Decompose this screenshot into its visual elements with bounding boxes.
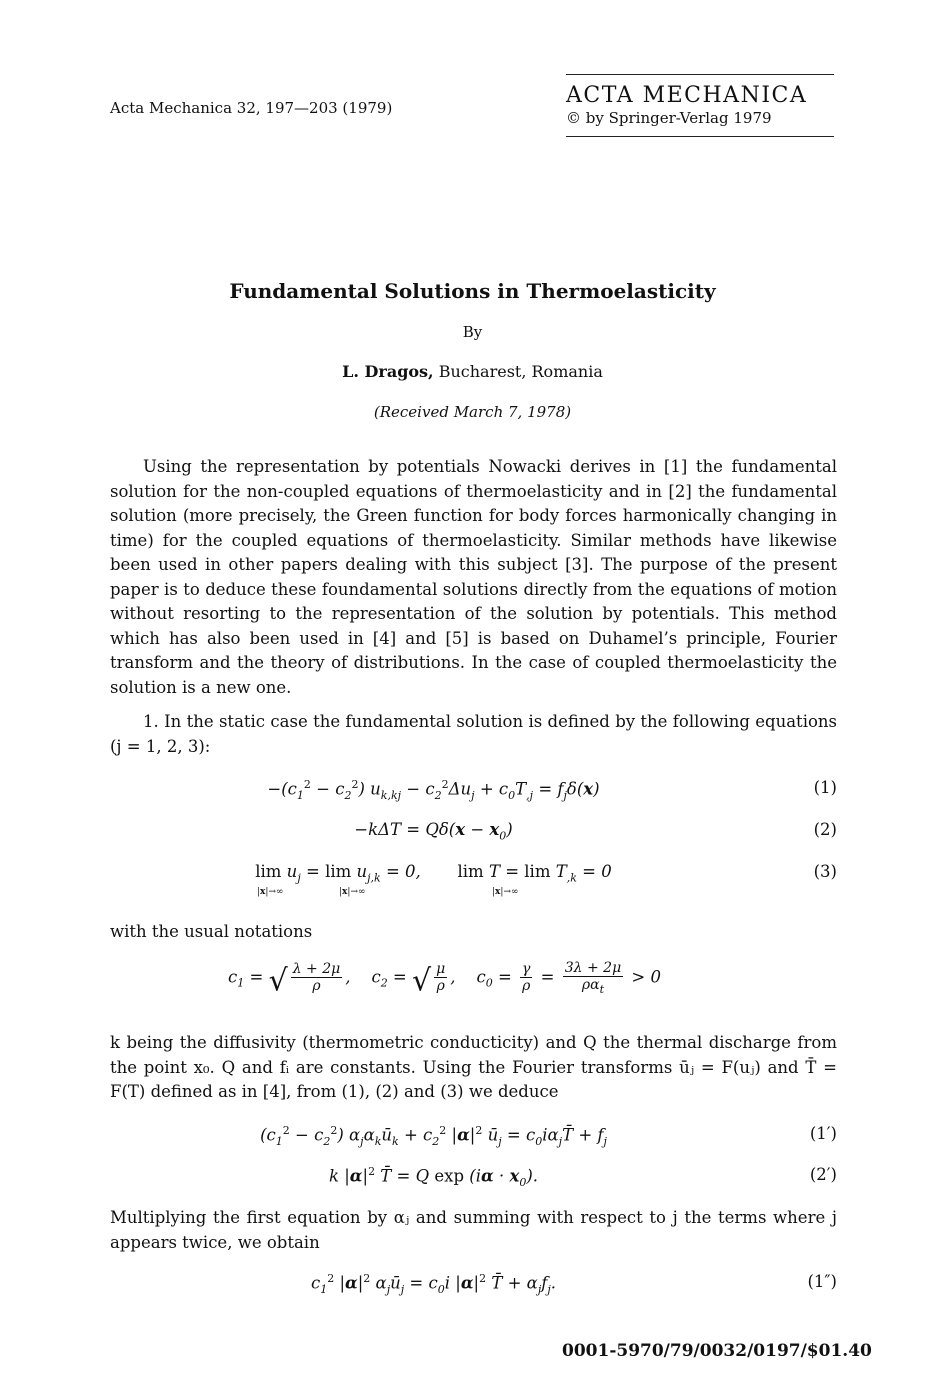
diffusivity-paragraph: k being the diffusivity (thermometric conducticity) and Q the thermal discharge from the point x₀. Q and fᵢ are constants. Using the Fourier transforms ūⱼ = F(uⱼ) and T̄ = F(T) defined as in [4], from (1), (2) and (3) we deduce xyxy=(110,1033,837,1101)
byline: By xyxy=(462,323,483,341)
equation-3-number: (3) xyxy=(813,862,837,881)
equation-1-double-prime xyxy=(110,1272,837,1302)
journal-citation: Acta Mechanica 32, 197—203 (1979) xyxy=(110,99,393,117)
equation-2-prime xyxy=(110,1165,837,1195)
equation-1-prime-number: (1′) xyxy=(809,1124,837,1143)
multiplying-paragraph: Multiplying the first equation by αⱼ and summing with respect to j the terms where j appears twice, we obtain xyxy=(110,1208,837,1252)
masthead-title: ACTA MECHANICA xyxy=(566,83,808,108)
equation-2-prime-body: k $|\alpha|^2$ T̄ = Q $\exp (i\alpha \cdot x_0)$. xyxy=(328,1165,538,1189)
constants-definitions: $c_1$ = √ $\frac{\lambda + 2\mu}{\rho}$ , $c_2$ = √ $\frac{\mu}{\rho}$ , $c_0$ = $\frac{\gamma}{\rho}$ = $\frac{3\lambda + 2\mu}{\rho\alpha_t}$ > 0 xyxy=(228,960,661,999)
equation-2-prime-number: (2′) xyxy=(809,1165,837,1184)
equation-1-number: (1) xyxy=(813,778,837,797)
equation-3 xyxy=(110,862,837,902)
paper-title: Fundamental Solutions in Thermoelasticity xyxy=(229,279,716,303)
equation-3-body: $\lim u_j = \lim u_{j,k} = 0$, $\lim T = \lim T_{,k} = 0$ xyxy=(255,862,612,885)
equation-1-prime xyxy=(110,1124,837,1154)
limit-subscript-1: |x|→∞ xyxy=(257,887,284,897)
masthead-copyright: © by Springer-Verlag 1979 xyxy=(566,109,772,127)
equation-2-number: (2) xyxy=(813,820,837,839)
equation-2-body: $-k\Delta T = Q\delta(x - x_0)$ xyxy=(354,820,513,843)
author-line xyxy=(0,362,945,381)
journal-masthead xyxy=(566,74,834,137)
limit-subscript-3: |x|→∞ xyxy=(492,887,519,897)
limit-subscript-2: |x|→∞ xyxy=(339,887,366,897)
intro-paragraph: Using the representation by potentials Nowacki derives in [1] the fundamental solution for the non-coupled equations of thermoelasticity and in [2] the fundamental solution (more precisely, the Green function for body forces harmonically changing in time) for the coupled equations of thermoelasticity. Similar methods have likewise been used in other papers dealing with this subject [3]. The purpose of the present paper is to deduce these foundamental solutions directly from the equations of motion without resorting to the representation of the solution by potentials. This method which has also been used in [4] and [5] is based on Duhamel’s principle, Fourier transform and the theory of distributions. In the case of coupled thermoelasticity the solution is a new one. xyxy=(110,457,837,697)
equation-1-prime-body: $(c_1^2 - c_2^2)$ $\alpha_j\alpha_kū_k + c_2^2$ $|\alpha|^2$ $ū_j$ = $c_0i\alpha_jT̄ + f_j$ xyxy=(260,1124,607,1148)
equation-1-body: $-(c_1^2 - c_2^2) u_{k,kj} - c_2^2\Delta u_j + c_0T_{,j} = f_j\delta(x)$ xyxy=(267,778,600,802)
section1-paragraph: 1. In the static case the fundamental solution is defined by the following equations (j = 1, 2, 3): xyxy=(110,712,837,756)
equation-1-double-prime-number: (1″) xyxy=(807,1272,837,1291)
author-affiliation: Bucharest, Romania xyxy=(433,362,603,381)
notations-line: with the usual notations xyxy=(110,922,313,941)
author-name: L. Dragos, xyxy=(342,362,434,381)
equation-2 xyxy=(110,820,837,850)
equation-1-double-prime-body: $c_1^2$ $|\alpha|^2$ $\alpha_jū_j = c_0i$ $|\alpha|^2$ T̄ + $\alpha_jf_j$. xyxy=(310,1272,557,1296)
article-code: 0001-5970/79/0032/0197/$01.40 xyxy=(562,1341,872,1361)
received-date: (Received March 7, 1978) xyxy=(373,403,572,421)
equation-1 xyxy=(110,778,837,808)
